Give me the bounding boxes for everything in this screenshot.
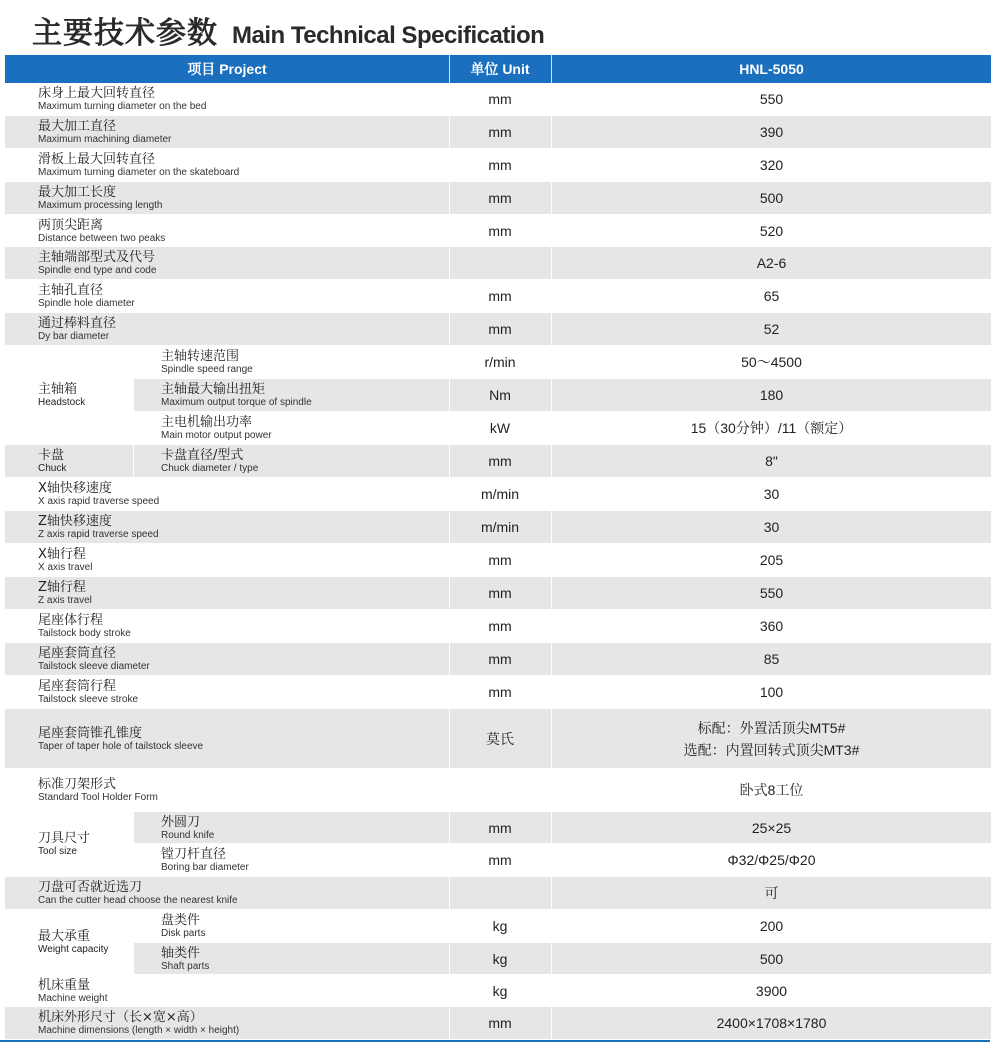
row-value: 30 <box>763 486 780 502</box>
label-en: X axis rapid traverse speed <box>38 496 160 507</box>
row-value: 200 <box>759 918 784 934</box>
row-label <box>38 478 159 510</box>
row-unit: kg <box>492 982 508 999</box>
table-row <box>5 116 991 148</box>
row-value: 500 <box>759 950 784 967</box>
row-label <box>38 544 92 576</box>
spec-table <box>5 55 991 1039</box>
label-zh: 尾座套筒直径 <box>38 646 117 661</box>
value-line-2: 选配：内置回转式顶尖MT3# <box>683 741 860 758</box>
header-project: 项目 Project <box>187 61 267 77</box>
row-value: 390 <box>759 124 784 140</box>
table-row <box>5 975 991 1006</box>
row-label <box>38 215 165 246</box>
row-label <box>38 877 238 909</box>
row-unit: mm <box>488 1015 512 1031</box>
label-en: Maximum turning diameter on the skateboard <box>38 167 240 178</box>
label-en: Spindle speed range <box>161 364 253 375</box>
table-row <box>5 676 991 708</box>
label-zh: 最大加工直径 <box>38 119 117 134</box>
label-zh: 轴类件 <box>161 945 201 961</box>
label-zh: 镗刀杆直径 <box>161 847 227 862</box>
row-label <box>38 116 171 148</box>
value-line-1: 标配：外置活顶尖MT5# <box>697 719 846 736</box>
row-label <box>38 511 159 543</box>
row-value: 180 <box>759 387 784 403</box>
row-label <box>161 910 205 942</box>
row-label <box>161 346 253 378</box>
label-zh: Z轴行程 <box>38 580 86 595</box>
group-en: Weight capacity <box>38 943 109 955</box>
label-zh: 滑板上最大回转直径 <box>38 152 156 167</box>
label-en: Round knife <box>161 829 215 841</box>
table-row <box>5 445 991 477</box>
label-en: Standard Tool Holder Form <box>38 792 158 803</box>
table-row <box>5 544 991 576</box>
row-label <box>38 676 138 708</box>
label-zh: 卡盘直径/型式 <box>161 448 244 463</box>
table-row <box>5 577 991 609</box>
label-zh: 机床重量 <box>38 977 91 993</box>
header-model: HNL-5050 <box>739 61 804 77</box>
row-value: 550 <box>759 91 784 107</box>
row-unit: kg <box>492 918 508 934</box>
row-value: 550 <box>759 585 784 601</box>
row-value: A2-6 <box>756 255 787 271</box>
group-label <box>5 910 133 974</box>
table-row <box>5 478 991 510</box>
row-unit: Nm <box>489 387 511 403</box>
table-row <box>5 769 991 811</box>
label-en: Boring bar diameter <box>161 862 249 873</box>
table-row <box>5 412 991 444</box>
group-en: Tool size <box>38 845 77 857</box>
table-row <box>5 910 991 942</box>
row-unit <box>449 247 551 279</box>
table-row <box>5 610 991 642</box>
row-value: Φ32/Φ25/Φ20 <box>727 852 816 868</box>
label-en: Taper of taper hole of tailstock sleeve <box>38 740 204 752</box>
table-row <box>5 379 991 411</box>
row-label <box>38 709 203 768</box>
row-value: 520 <box>759 222 784 239</box>
row-label <box>161 812 214 843</box>
row-label <box>161 445 258 477</box>
row-unit: mm <box>488 552 512 568</box>
label-zh: 主电机输出功率 <box>161 415 253 430</box>
label-zh: 尾座套筒行程 <box>38 679 117 694</box>
row-value: 3900 <box>755 982 788 999</box>
row-unit: mm <box>488 124 512 140</box>
group-en: Chuck <box>38 462 67 474</box>
row-unit: mm <box>488 453 512 469</box>
label-en: Z axis travel <box>38 595 92 606</box>
label-zh: Z轴快移速度 <box>38 514 112 529</box>
label-en: Spindle hole diameter <box>38 298 135 309</box>
row-value: 25×25 <box>751 819 792 836</box>
label-zh: 外圆刀 <box>161 814 201 830</box>
row-value: 360 <box>759 618 784 634</box>
title-zh: 主要技术参数 <box>32 16 218 51</box>
label-zh: 主轴孔直径 <box>38 283 104 298</box>
row-value: 15（30分钟）/11（额定） <box>690 420 853 436</box>
row-label <box>161 412 272 444</box>
table-header <box>5 55 991 83</box>
title-en: Main Technical Specification <box>232 22 545 49</box>
row-label <box>38 313 116 345</box>
row-unit: mm <box>488 157 512 173</box>
label-en: Tailstock body stroke <box>38 628 131 639</box>
label-zh: X轴快移速度 <box>38 481 112 496</box>
group-label <box>5 445 133 477</box>
label-en: Machine dimensions (length × width × height) <box>38 1025 240 1036</box>
group-zh: 刀具尺寸 <box>38 830 91 846</box>
label-zh: 标准刀架形式 <box>38 777 117 792</box>
row-value: 卧式8工位 <box>739 782 804 798</box>
label-en: Distance between two peaks <box>38 232 166 244</box>
table-row <box>5 149 991 181</box>
row-unit: m/min <box>480 486 520 502</box>
table-bottom-line <box>0 1040 990 1042</box>
label-zh: 两顶尖距离 <box>38 217 104 233</box>
row-label <box>38 182 163 214</box>
table-row <box>5 247 991 279</box>
row-unit: mm <box>488 684 512 700</box>
group-en: Headstock <box>38 396 86 408</box>
row-value: 8" <box>765 453 778 469</box>
row-value: 320 <box>759 157 784 173</box>
row-value: 52 <box>763 321 780 337</box>
row-value: 50～4500 <box>741 354 802 370</box>
label-en: Chuck diameter / type <box>161 463 259 474</box>
table-row <box>5 182 991 214</box>
row-unit: mm <box>488 91 512 107</box>
label-en: Disk parts <box>161 928 206 939</box>
table-row <box>5 313 991 345</box>
row-label <box>38 643 150 675</box>
label-zh: 主轴端部型式及代号 <box>38 250 156 265</box>
row-label <box>161 844 249 876</box>
row-label <box>38 975 107 1006</box>
row-label <box>38 1007 239 1039</box>
row-unit: 莫氏 <box>486 730 514 747</box>
row-label <box>161 943 209 974</box>
table-row <box>5 83 991 115</box>
group-zh: 卡盘 <box>38 447 65 463</box>
label-zh: 盘类件 <box>161 913 201 928</box>
row-unit: mm <box>488 852 512 868</box>
label-zh: 通过棒料直径 <box>38 316 117 331</box>
row-value: 100 <box>759 684 784 700</box>
header-unit: 单位 Unit <box>470 61 530 77</box>
group-label <box>5 812 133 876</box>
table-row <box>5 844 991 876</box>
row-label <box>38 83 206 115</box>
label-en: X axis travel <box>38 562 93 573</box>
page-title <box>32 8 545 51</box>
label-zh: 尾座套筒锥孔锥度 <box>38 725 143 741</box>
row-unit: mm <box>488 222 512 239</box>
label-en: Main motor output power <box>161 430 272 441</box>
row-unit: mm <box>488 651 512 667</box>
label-en: Dy bar diameter <box>38 331 110 342</box>
row-unit: mm <box>488 819 512 836</box>
row-unit <box>449 769 551 811</box>
row-value: 30 <box>763 519 780 535</box>
label-en: Maximum processing length <box>38 200 163 211</box>
row-label <box>38 280 135 312</box>
label-en: Maximum output torque of spindle <box>161 397 312 408</box>
label-zh: 尾座体行程 <box>38 613 104 628</box>
label-zh: 机床外形尺寸（长×宽×高） <box>38 1010 203 1025</box>
row-value: 500 <box>759 190 784 206</box>
table-row <box>5 812 991 843</box>
group-zh: 主轴箱 <box>38 381 78 397</box>
label-en: Shaft parts <box>161 960 210 972</box>
row-unit: mm <box>488 190 512 206</box>
label-en: Maximum machining diameter <box>38 134 172 145</box>
row-unit: kW <box>489 420 511 436</box>
table-row <box>5 346 991 378</box>
row-unit: m/min <box>480 519 520 535</box>
label-en: Spindle end type and code <box>38 265 157 276</box>
row-unit: kg <box>492 950 508 967</box>
label-en: Tailstock sleeve diameter <box>38 661 150 672</box>
row-value: 85 <box>763 651 780 667</box>
table-row <box>5 643 991 675</box>
row-unit: mm <box>488 585 512 601</box>
row-label <box>38 769 158 811</box>
row-value: 可 <box>764 885 779 901</box>
table-row <box>5 511 991 543</box>
label-zh: 主轴最大输出扭矩 <box>161 382 266 397</box>
row-value: 205 <box>759 552 784 568</box>
label-en: Tailstock sleeve stroke <box>38 694 139 705</box>
group-label <box>5 346 133 444</box>
table-row <box>5 280 991 312</box>
row-unit: mm <box>488 288 512 304</box>
label-en: Can the cutter head choose the nearest knife <box>38 895 238 906</box>
group-zh: 最大承重 <box>38 928 91 944</box>
row-value: 65 <box>763 288 780 304</box>
row-label <box>38 610 131 642</box>
label-zh: 主轴转速范围 <box>161 349 240 364</box>
row-label <box>161 379 312 411</box>
row-unit: mm <box>488 618 512 634</box>
label-en: Machine weight <box>38 992 108 1004</box>
row-value: 2400×1708×1780 <box>716 1015 827 1031</box>
label-zh: 床身上最大回转直径 <box>38 86 156 101</box>
table-row <box>5 1007 991 1039</box>
table-row <box>5 877 991 909</box>
row-label <box>38 577 92 609</box>
label-zh: X轴行程 <box>38 547 86 562</box>
row-unit: mm <box>488 321 512 337</box>
label-zh: 最大加工长度 <box>38 185 117 200</box>
row-unit <box>449 877 551 909</box>
table-row <box>5 215 991 246</box>
row-label <box>38 247 156 279</box>
label-en: Z axis rapid traverse speed <box>38 529 159 540</box>
row-label <box>38 149 239 181</box>
row-unit: r/min <box>484 354 516 370</box>
label-zh: 刀盘可否就近选刀 <box>38 880 143 895</box>
table-row <box>5 709 991 768</box>
table-row <box>5 943 991 974</box>
label-en: Maximum turning diameter on the bed <box>38 101 207 112</box>
row-value <box>552 709 991 768</box>
